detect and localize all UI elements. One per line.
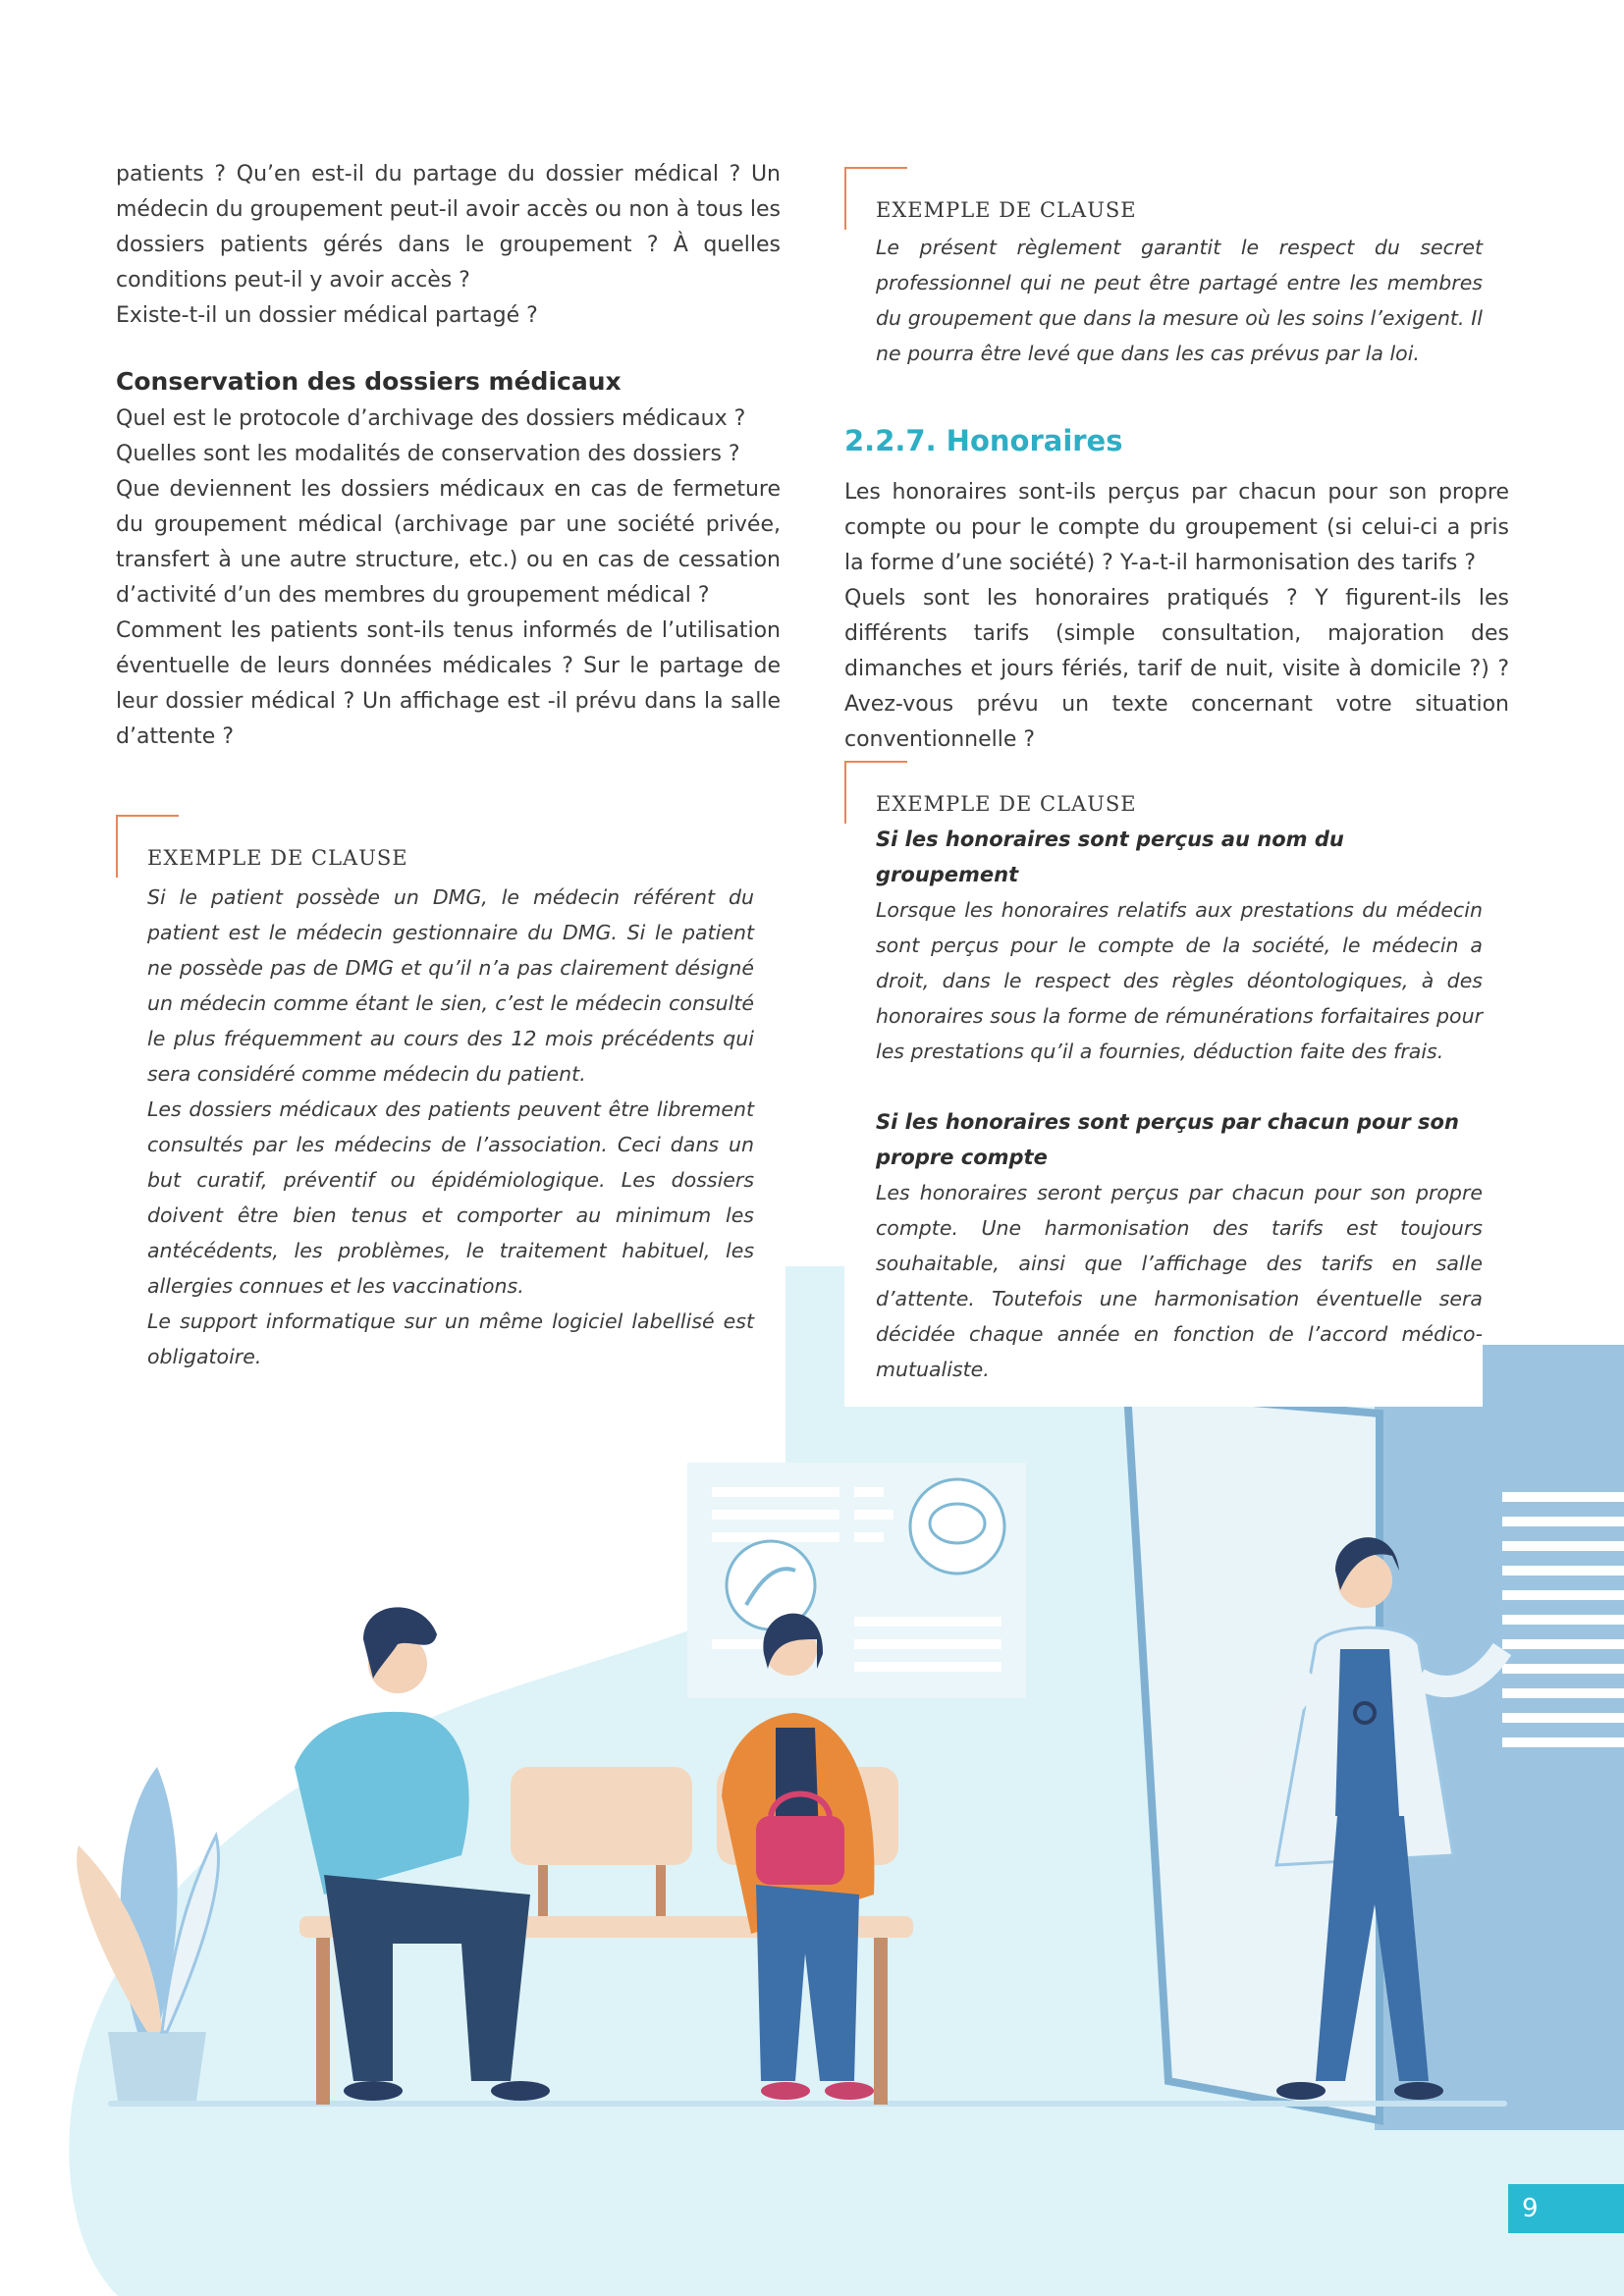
clause-corner-decoration <box>844 167 907 230</box>
conservation-heading: Conservation des dossiers médicaux <box>116 367 622 396</box>
section-title: 2.2.7. Honoraires <box>844 424 1123 457</box>
right-column <box>844 424 1509 758</box>
honoraires-paragraph: Les honoraires sont-ils perçus par chacun pour son propre compte ou pour le compte du groupement (si celui-ci a pris la forme d’une société) ? Y-a-t-il harmonisation des tarifs ? Quels sont les honoraires pratiqués ? Y figurent-ils les différents tarifs (simple consultation, majoration des dimanches et jours fériés, tarif de nuit, visite à domicile ?) ? Avez-vous prévu un texte concernant votre situation conventionnelle ? <box>844 480 1509 752</box>
left-column <box>116 157 781 755</box>
clause-box-left <box>116 815 754 1374</box>
clause-subheading: Si les honoraires sont perçus par chacun pour son propre compte <box>876 1110 1459 1169</box>
intro-paragraph: patients ? Qu’en est-il du partage du dossier médical ? Un médecin du groupement peut-il avoir accès ou non à tous les dossiers patients gérés dans le groupement ? À quelles conditions peut-il y avoir accès ? Existe-t-il un dossier médical partagé ? <box>116 162 781 328</box>
clause-text: Le présent règlement garantit le respect du secret professionnel qui ne peut être partagé entre les membres du groupement que dans la mesure où les soins l’exigent. Il ne pourra être levé que dans les cas prévus par la loi. <box>876 236 1483 365</box>
clause-corner-decoration <box>116 815 179 878</box>
clause-label: EXEMPLE DE CLAUSE <box>876 792 1137 816</box>
conservation-paragraph: Quel est le protocole d’archivage des dossiers médicaux ? Quelles sont les modalités de conservation des dossiers ? Que deviennent les dossiers médicaux en cas de fermeture du groupement médical (archivage par une société privée, transfert à une autre structure, etc.) ou en cas de cessation d’activité d’un des membres du groupement médical ? Comment les patients sont-ils tenus informés de l’utilisation éventuelle de leurs données médicales ? Sur le partage de leur dossier médical ? Un affichage est -il prévu dans la salle d’attente ? <box>116 406 781 749</box>
clause-subheading: Si les honoraires sont perçus au nom du groupement <box>876 828 1344 886</box>
page-number: 9 <box>1508 2184 1624 2233</box>
clause-text: Lorsque les honoraires relatifs aux prestations du médecin sont perçus pour le compte de la société, le médecin a droit, dans le respect des règles déontologiques, à des honoraires sous la forme de rémunérations forfaitaires pour les prestations qu’il a fournies, déduction faite des frais. <box>876 898 1483 1063</box>
clause-label: EXEMPLE DE CLAUSE <box>147 846 408 870</box>
clause-text: Les honoraires seront perçus par chacun pour son propre compte. Une harmonisation des tarifs est toujours souhaitable, ainsi que l’affichage des tarifs en salle d’attente. Toutefois une harmonisation éventuelle sera décidée chaque année en fonction de l’accord médico-mutualiste. <box>876 1181 1483 1381</box>
clause-text: Si le patient possède un DMG, le médecin référent du patient est le médecin gestionnaire du DMG. Si le patient ne possède pas de DMG et qu’il n’a pas clairement désigné un médecin comme étant le sien, c’est le médecin consulté le plus fréquemment au cours des 12 mois précédents qui sera considéré comme médecin du patient. Les dossiers médicaux des patients peuvent être librement consultés par les médecins de l’association. Ceci dans un but curatif, préventif ou épidémiologique. Les dossiers doivent être bien tenus et comporter au minimum les antécédents, les problèmes, le traitement habituel, les allergies connues et les vaccinations. Le support informatique sur un même logiciel labellisé est obligatoire. <box>147 885 754 1368</box>
clause-corner-decoration <box>844 761 907 824</box>
waiting-room-illustration <box>0 1266 1624 2296</box>
clause-label: EXEMPLE DE CLAUSE <box>876 198 1137 222</box>
clause-box-right-1 <box>844 167 1483 371</box>
clause-box-right-2 <box>844 761 1483 1407</box>
